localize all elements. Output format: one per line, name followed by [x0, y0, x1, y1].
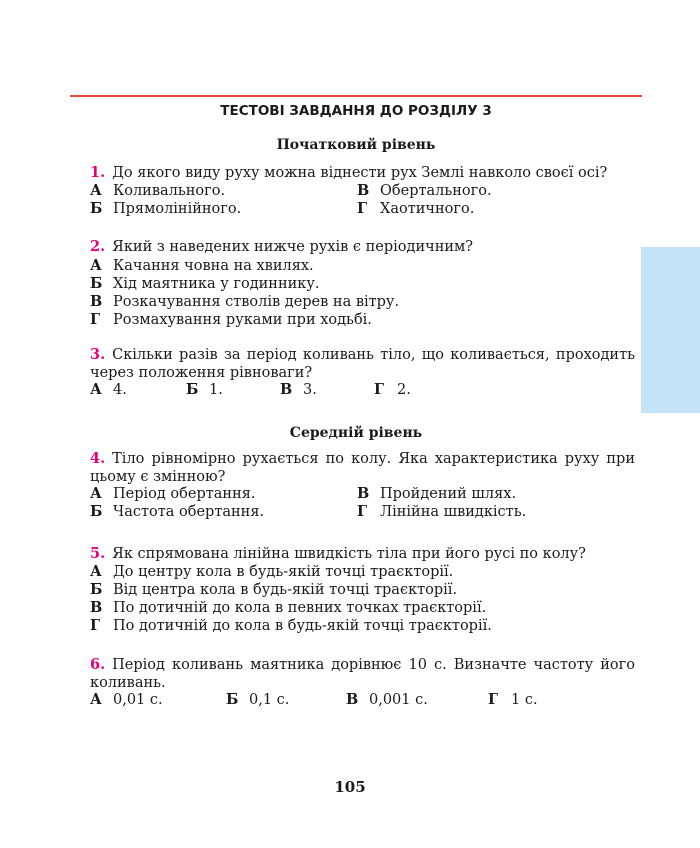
question-text: Період коливань маятника дорівнює 10 с. Визначте частоту його коливань.: [90, 657, 635, 691]
answer-5v: В По дотичній до кола в певних точках траєкторії.: [90, 599, 487, 616]
question-1: [90, 164, 635, 182]
answer-2b: Б Хід маятника у годиннику.: [90, 275, 320, 292]
answer-6g: Г 1 с.: [488, 691, 538, 708]
question-number: 3.: [90, 346, 106, 363]
level-title-middle: Середній рівень: [289, 425, 423, 441]
answer-4b: Б Частота обертання.: [90, 503, 265, 520]
answer-5a: А До центру кола в будь-якій точці траєкторії.: [90, 563, 454, 580]
answer-4a: А Період обертання.: [90, 485, 256, 502]
answer-4g: Г Лінійна швидкість.: [357, 503, 527, 520]
page-number: 105: [334, 778, 366, 796]
answer-6b: Б 0,1 с.: [226, 691, 290, 708]
question-number: 6.: [90, 656, 106, 673]
answer-4v: В Пройдений шлях.: [357, 485, 517, 502]
answer-1b: Б Прямолінійного.: [90, 200, 242, 217]
side-tab: [641, 247, 700, 413]
question-3: [90, 346, 635, 382]
question-text: Як спрямована лінійна швидкість тіла при його русі по колу?: [112, 546, 586, 562]
level-title-initial: Початковий рівень: [276, 137, 436, 153]
question-2: [90, 238, 635, 256]
answer-3g: Г 2.: [374, 381, 411, 398]
answer-1v: В Обертального.: [357, 182, 492, 199]
answer-1g: Г Хаотичного.: [357, 200, 475, 217]
question-6: [90, 656, 635, 692]
answer-2g: Г Розмахування руками при ходьбі.: [90, 311, 372, 328]
question-text: Який з наведених нижче рухів є періодичним?: [112, 239, 474, 255]
question-text: Тіло рівномірно рухається по колу. Яка характеристика руху при цьому є змінною?: [90, 451, 635, 485]
answer-2v: В Розкачування стволів дерев на вітру.: [90, 293, 400, 310]
answer-2a: А Качання човна на хвилях.: [90, 257, 314, 274]
answer-5g: Г По дотичній до кола в будь-якій точці траєкторії.: [90, 617, 492, 634]
question-4: [90, 450, 635, 486]
answer-3a: А 4.: [90, 381, 127, 398]
header-rule: [70, 95, 642, 97]
question-number: 1.: [90, 164, 106, 181]
question-number: 5.: [90, 545, 106, 562]
answer-1a: А Коливального.: [90, 182, 226, 199]
answer-6a: А 0,01 с.: [90, 691, 163, 708]
question-text: До якого виду руху можна віднести рух Землі навколо своєї осі?: [112, 165, 608, 181]
chapter-title: ТЕСТОВІ ЗАВДАННЯ ДО РОЗДІЛУ 3: [220, 103, 492, 119]
question-number: 4.: [90, 450, 106, 467]
question-number: 2.: [90, 238, 106, 255]
answer-5b: Б Від центра кола в будь-якій точці траєкторії.: [90, 581, 458, 598]
answer-3b: Б 1.: [186, 381, 223, 398]
question-text: Скільки разів за період коливань тіло, що коливається, проходить через положення рівноваги?: [90, 347, 635, 381]
question-5: [90, 545, 635, 563]
answer-3v: В 3.: [280, 381, 317, 398]
answer-6v: В 0,001 с.: [346, 691, 428, 708]
